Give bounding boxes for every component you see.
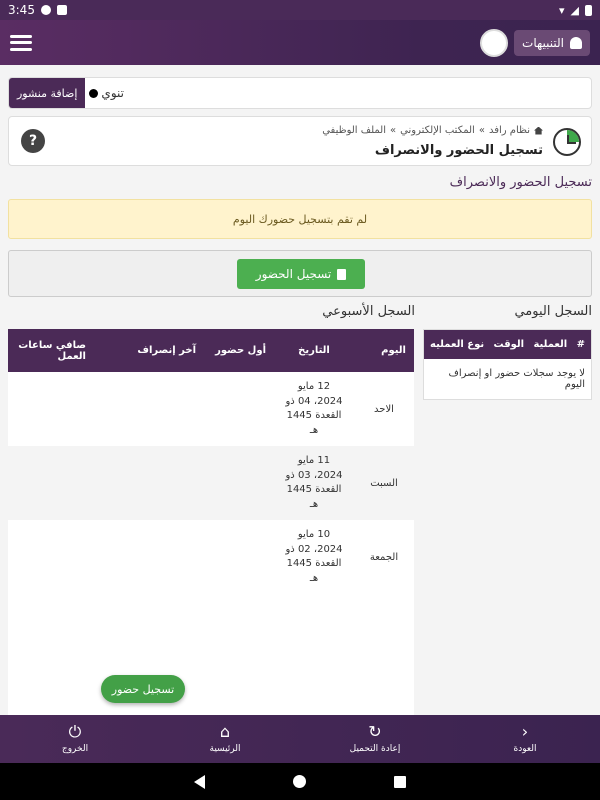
reload-icon: ↻: [368, 722, 382, 741]
avatar[interactable]: [480, 29, 508, 57]
net-hours-cell: [8, 372, 94, 446]
table-row: [8, 520, 414, 594]
daily-log-title: السجل اليومي: [514, 304, 592, 319]
first-in-cell: [204, 446, 274, 520]
column-header: صافي ساعات العمل: [8, 329, 94, 372]
breadcrumb: [322, 125, 543, 136]
notifications-button[interactable]: [514, 30, 590, 56]
app-header: [0, 20, 600, 65]
weekly-log-title: السجل الأسبوعي: [322, 304, 415, 319]
home-icon: ⌂: [219, 722, 231, 741]
add-post-button[interactable]: إضافة منشور: [9, 77, 85, 109]
home-icon[interactable]: [534, 127, 543, 135]
nav-label: إعادة التحميل: [349, 744, 401, 754]
net-hours-cell: [8, 446, 94, 520]
ticker-text: تنوي: [101, 86, 124, 100]
app-notification-icon: [41, 5, 51, 15]
breadcrumb-item[interactable]: المكتب الإلكتروني: [400, 125, 475, 136]
checkin-panel: [8, 250, 592, 297]
power-icon: ⏻: [68, 722, 82, 741]
menu-icon[interactable]: [10, 35, 32, 51]
column-header: الوقت: [493, 339, 525, 350]
nav-label: الرئيسية: [209, 744, 241, 754]
page-title: تسجيل الحضور والانصراف: [374, 143, 543, 158]
date-cell: 11 مايو 2024، 03 ذو القعدة 1445 هـ: [274, 446, 354, 520]
day-cell: السبت: [354, 446, 414, 520]
table-header-row: [8, 329, 414, 372]
door-icon: [337, 269, 346, 280]
checkin-button-label: تسجيل الحضور: [255, 267, 332, 281]
nav-label: الخروج: [61, 744, 89, 754]
first-in-cell: [204, 520, 274, 594]
last-out-cell: [94, 372, 204, 446]
table-row: [8, 372, 414, 446]
breadcrumb-separator: »: [390, 125, 397, 136]
signal-icon: ◢: [570, 3, 579, 17]
clock-icon: [553, 128, 581, 156]
column-header: التاريخ: [274, 329, 354, 372]
daily-log-table: [423, 329, 592, 400]
day-cell: الجمعة: [354, 520, 414, 594]
chevron-right-icon: ›: [521, 722, 529, 741]
floating-checkin-button[interactable]: تسجيل حضور: [101, 675, 185, 703]
last-out-cell: [94, 446, 204, 520]
nav-label: العودة: [513, 744, 537, 754]
system-navigation-bar: [0, 763, 600, 800]
section-title: تسجيل الحضور والانصراف: [449, 175, 592, 190]
notifications-label: التنبيهات: [522, 35, 564, 50]
checkin-button[interactable]: [237, 259, 365, 289]
net-hours-cell: [8, 520, 94, 594]
page-header-card: [8, 116, 592, 166]
arrow-left-circle-icon: [89, 89, 98, 98]
bell-icon: [570, 37, 582, 49]
back-icon[interactable]: [194, 775, 205, 789]
breadcrumb-item[interactable]: نظام رافد: [488, 125, 530, 136]
checkin-alert: لم تقم بتسجيل حضورك اليوم: [8, 199, 592, 239]
empty-state: لا يوجد سجلات حضور او إنصراف اليوم: [448, 368, 585, 390]
column-header: اليوم: [354, 329, 414, 372]
nav-logout[interactable]: [0, 715, 150, 763]
table-row: [8, 446, 414, 520]
nav-reload[interactable]: [300, 715, 450, 763]
sim-card-icon: [57, 5, 67, 15]
breadcrumb-separator: »: [478, 125, 485, 136]
help-button[interactable]: ?: [21, 129, 45, 153]
column-header: #: [576, 339, 585, 350]
column-header: أول حضور: [204, 329, 274, 372]
home-circle-icon[interactable]: [293, 775, 306, 788]
battery-icon: [585, 5, 592, 16]
column-header: العملية: [533, 339, 568, 350]
news-ticker: [8, 77, 592, 109]
status-time: 3:45: [8, 3, 35, 17]
first-in-cell: [204, 372, 274, 446]
column-header: آخر إنصراف: [94, 329, 204, 372]
day-cell: الاحد: [354, 372, 414, 446]
status-bar: [0, 0, 600, 20]
last-out-cell: [94, 520, 204, 594]
nav-home[interactable]: [150, 715, 300, 763]
column-header: نوع العمليه: [430, 339, 485, 350]
bottom-navigation: [0, 715, 600, 763]
date-cell: 10 مايو 2024، 02 ذو القعدة 1445 هـ: [274, 520, 354, 594]
wifi-icon: ▾: [559, 3, 565, 17]
nav-back[interactable]: [450, 715, 600, 763]
table-header-row: [424, 330, 591, 359]
weekly-log-table: [8, 329, 414, 715]
breadcrumb-item[interactable]: الملف الوظيفي: [322, 125, 387, 136]
recents-icon[interactable]: [394, 776, 406, 788]
date-cell: 12 مايو 2024، 04 ذو القعدة 1445 هـ: [274, 372, 354, 446]
